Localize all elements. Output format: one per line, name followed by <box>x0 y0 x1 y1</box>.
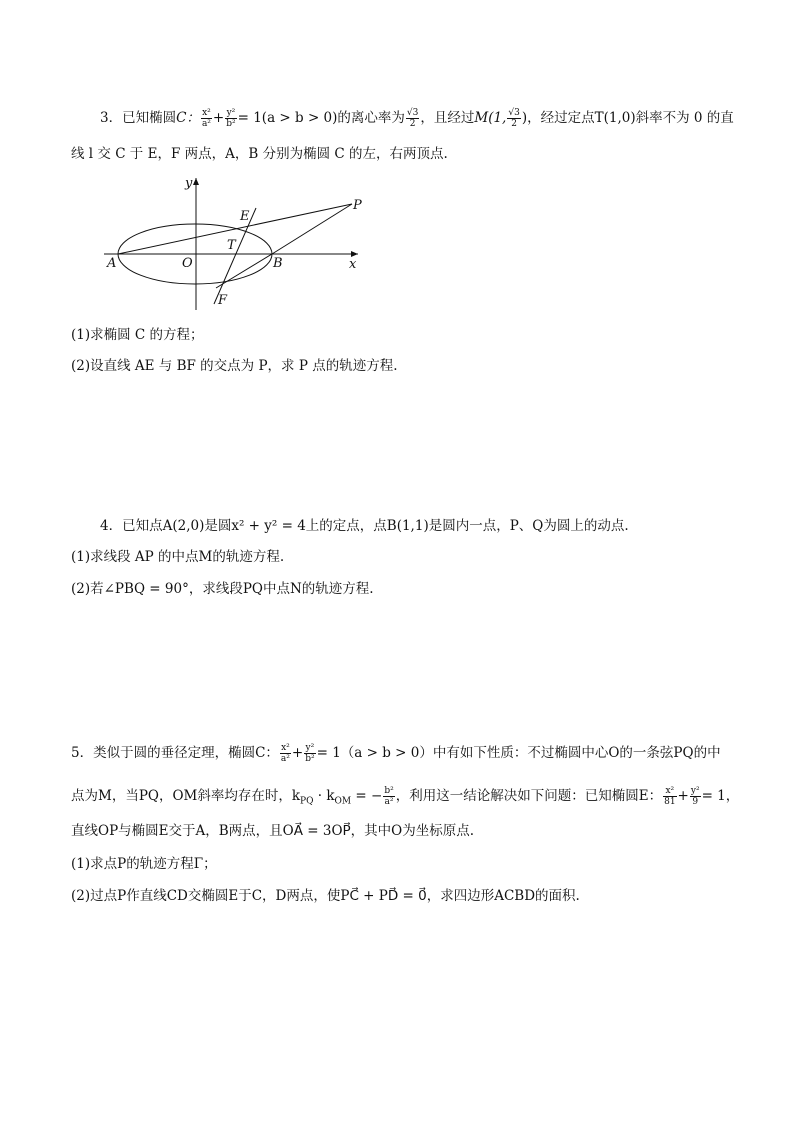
label-t: T <box>227 238 236 253</box>
y-axis-arrow <box>193 178 199 185</box>
q5-plus: + <box>291 745 304 761</box>
q5-text-a: 5．类似于圆的垂径定理，椭圆C： <box>71 745 279 761</box>
q3-sub2: (2)设直线 AE 与 BF 的交点为 P，求 P 点的轨迹方程. <box>71 358 398 374</box>
q5-sub2: (2)过点P作直线CD交椭圆E于C，D两点，使PC⃗ + PD⃗ = 0⃗，求四边形ACBD的面积. <box>71 888 580 904</box>
q3-sub1: (1)求椭圆 C 的方程； <box>71 327 204 343</box>
q5-l2-e: = 1， <box>701 788 740 804</box>
q5-sub1: (1)求点P的轨迹方程Γ； <box>71 856 217 872</box>
q5-line3: 直线OP与椭圆E交于A，B两点，且OA⃗ = 3OP⃗，其中O为坐标原点. <box>71 823 475 839</box>
q5-l2-a: 点为M，当PQ，OM斜率均存在时，k <box>71 788 301 804</box>
q3-frac3: $\frac{√3}{2}$ <box>406 108 419 129</box>
q5-line2 <box>71 786 739 812</box>
q3-frac2: $\frac{\text{y²}}{\text{b²}}$ <box>226 108 236 129</box>
q3-text-b: C： <box>176 110 200 126</box>
q5-sub-pq: PQ <box>300 796 314 807</box>
label-y: y <box>185 176 193 191</box>
q5-plus2: + <box>677 788 689 804</box>
q4-line1: 4．已知点A(2,0)是圆x² + y² = 4上的定点，点B(1,1)是圆内一点，P、Q为圆上的动点. <box>100 518 629 534</box>
q5-line1 <box>71 743 721 764</box>
q5-l2-b: · k <box>313 788 335 804</box>
q3-ellipse-figure <box>96 172 366 312</box>
label-o: O <box>182 256 193 271</box>
q3-frac1: $\frac{\text{x²}}{\text{a²}}$ <box>201 108 211 129</box>
q3-line1 <box>100 108 734 129</box>
q5-sub-om: OM <box>334 796 352 807</box>
label-f: F <box>218 293 228 308</box>
q5-text-b: = 1（a > b > 0）中有如下性质：不过椭圆中心O的一条弦PQ的中 <box>316 745 721 761</box>
q3-text-a: 3．已知椭圆 <box>100 110 177 126</box>
q3-text-c: = 1(a > b > 0)的离心率为 <box>237 110 405 126</box>
line-bp <box>272 204 352 254</box>
label-a: A <box>107 256 117 271</box>
label-b: B <box>273 256 283 271</box>
q3-frac4: $\frac{√3}{2}$ <box>508 108 520 129</box>
q3-text-e: )，经过定点T(1,0)斜率不为 0 的直 <box>521 110 734 126</box>
line-bf <box>216 254 272 288</box>
q4-sub1: (1)求线段 AP 的中点M的轨迹方程. <box>71 549 285 565</box>
line-ef <box>214 208 256 304</box>
q5-frac2: $\frac{\text{y²}}{\text{b²}}$ <box>305 743 315 764</box>
label-e: E <box>240 209 250 224</box>
q5-frac4: $\frac{\text{x²}}{81}$ <box>664 786 676 807</box>
q4-sub2: (2)若∠PBQ = 90°，求线段PQ中点N的轨迹方程. <box>71 581 374 597</box>
q3-text-d: ，且经过 <box>420 110 475 126</box>
label-x: x <box>349 257 357 272</box>
q5-l2-c: = − <box>351 788 383 804</box>
q5-frac3: $\frac{\text{b²}}{\text{a²}}$ <box>384 786 394 807</box>
label-p: P <box>353 198 362 213</box>
q5-frac5: $\frac{\text{y²}}{9}$ <box>690 786 700 807</box>
q5-l2-d: ，利用这一结论解决如下问题：已知椭圆E： <box>395 788 663 804</box>
q3-text-m: M(1, <box>474 110 507 126</box>
q3-plus: + <box>212 110 225 126</box>
q5-frac1: $\frac{\text{x²}}{\text{a²}}$ <box>280 743 290 764</box>
q3-line2: 线 l 交 C 于 E，F 两点，A，B 分别为椭圆 C 的左，右两顶点. <box>71 146 448 162</box>
